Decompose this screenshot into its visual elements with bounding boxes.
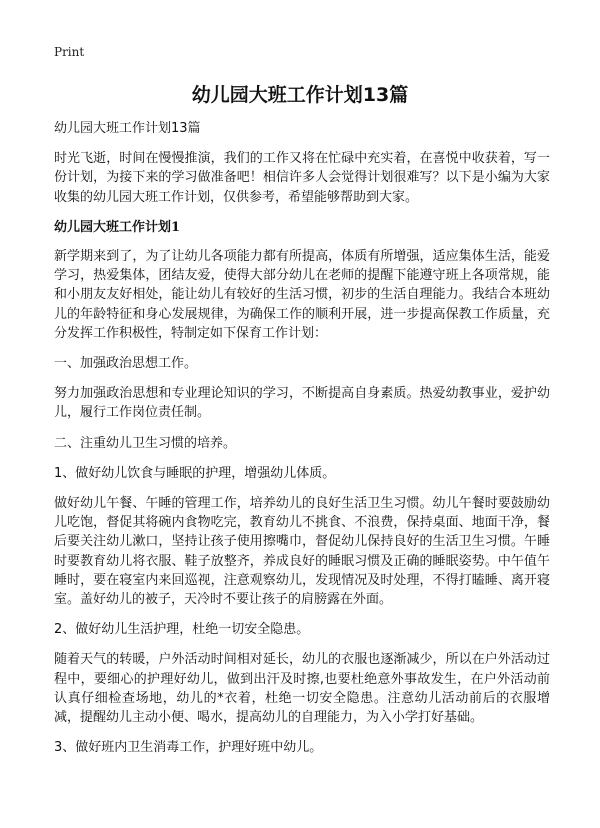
document-subtitle: 幼儿园大班工作计划13篇 (54, 121, 201, 136)
sub-item-heading: 1、做好幼儿饮食与睡眠的护理，增强幼儿体质。 (54, 465, 336, 481)
document-body (54, 119, 550, 768)
sub-item-heading: 2、做好幼儿生活护理，杜绝一切安全隐患。 (54, 622, 310, 638)
body-paragraph: 新学期来到了，为了让幼儿各项能力都有所提高，体质有所增强，适应集体生活，能爱学习，热爱集体，团结友爱，使得大部分幼儿在老师的提醒下能遵守班上各项常规，能和小朋友友好相处，能让幼儿有较好的生活习惯，初步的生活自理能力。我结合本班幼儿的年龄特征和身心发展规律，为确保工作的顺利开展，进一步提高保教工作质量，充分发挥工作积极性，特制定如下保育工作计划： (54, 249, 550, 341)
body-paragraph: 随着天气的转暖，户外活动时间相对延长，幼儿的衣服也逐渐减少，所以在户外活动过程中，要细心的护理好幼儿，做到出汗及时擦,也要杜绝意外事故发生，在户外活动前认真仔细检查场地，幼儿的*衣着，杜绝一切安全隐患。注意幼儿活动前后的衣服增减，提醒幼儿主动小便、喝水，提高幼儿的自理能力，为入小学打好基础。 (54, 652, 550, 726)
numbered-heading: 一、加强政治思想工作。 (54, 356, 198, 372)
section-heading: 幼儿园大班工作计划1 (54, 219, 181, 235)
print-link[interactable]: Print (54, 45, 85, 59)
intro-paragraph: 时光飞逝，时间在慢慢推演，我们的工作又将在忙碌中充实着，在喜悦中收获着，写一份计划，为接下来的学习做准备吧！相信许多人会觉得计划很难写？以下是小编为大家收集的幼儿园大班工作计划，仅供参考，希望能够帮助到大家。 (54, 151, 550, 205)
page-title: 幼儿园大班工作计划13篇 (191, 84, 409, 106)
body-paragraph: 努力加强政治思想和专业理论知识的学习，不断提高自身素质。热爱幼教事业，爱护幼儿，履行工作岗位责任制。 (54, 386, 550, 421)
numbered-heading: 二、注重幼儿卫生习惯的培养。 (54, 435, 237, 451)
sub-item-heading: 3、做好班内卫生消毒工作，护理好班中幼儿。 (54, 740, 323, 756)
body-paragraph: 做好幼儿午餐、午睡的管理工作，培养幼儿的良好生活卫生习惯。幼儿午餐时要鼓励幼儿吃饱，督促其将碗内食物吃完，教育幼儿不挑食、不浪费，保持桌面、地面干净，餐后要关注幼儿漱口，坚持让孩子使用擦嘴巾，督促幼儿保持良好的生活卫生习惯。午睡时要教育幼儿将衣服、鞋子放整齐，养成良好的睡眠习惯及正确的睡眠姿势。中午值午睡时，要在寝室内来回巡视，注意观察幼儿，发现情况及时处理，不得打瞌睡、离开寝室。盖好幼儿的被子，天冷时不要让孩子的肩膀露在外面。 (54, 496, 550, 608)
